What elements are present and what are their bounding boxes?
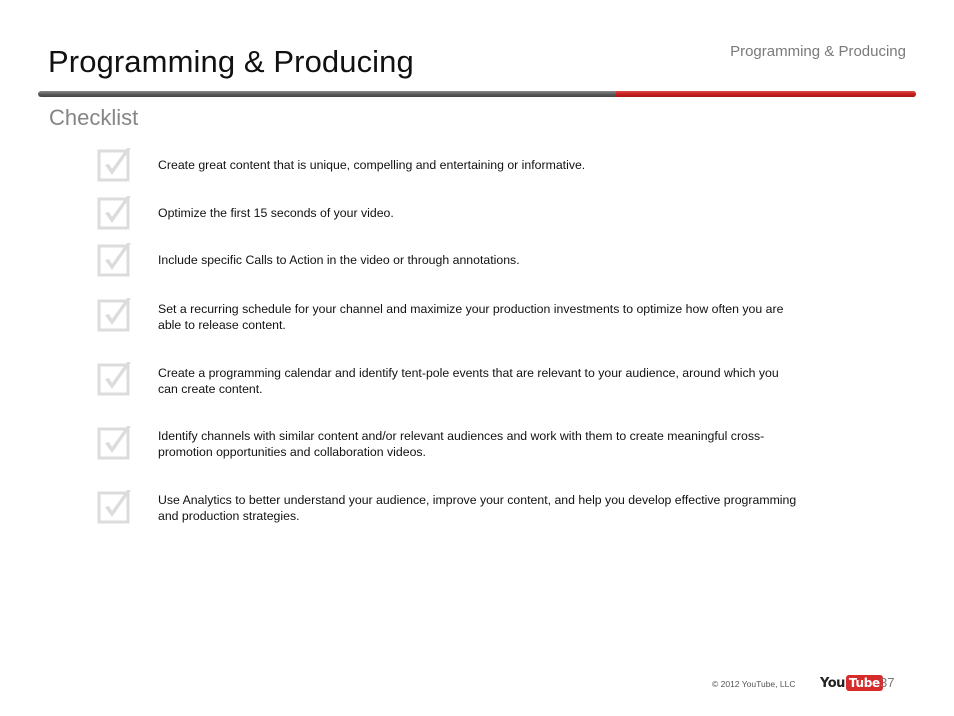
title-rule-red-segment	[616, 91, 916, 97]
checkbox-checked-icon	[96, 193, 134, 231]
checkbox-checked-icon	[96, 240, 134, 278]
checklist-item-text: Identify channels with similar content and/or relevant audiences and work with them to create meaningful cross-promotion opportunities and collaboration videos.	[158, 429, 765, 459]
youtube-logo-tube: Tube	[846, 675, 883, 691]
page-number: 37	[880, 675, 895, 690]
footer-copyright: © 2012 YouTube, LLC	[712, 679, 796, 689]
checklist-item-text: Include specific Calls to Action in the video or through annotations.	[158, 253, 520, 267]
title-rule	[38, 91, 916, 97]
checkbox-checked-icon	[96, 359, 134, 397]
checkbox-checked-icon	[96, 145, 134, 183]
checklist-item-text: Create a programming calendar and identify tent-pole events that are relevant to your audience, around which you can create content.	[158, 366, 779, 396]
subtitle: Checklist	[49, 105, 139, 130]
checklist-item-text: Use Analytics to better understand your audience, improve your content, and help you develop effective programming and production strategies.	[158, 493, 797, 523]
section-header: Programming & Producing	[730, 43, 906, 60]
checkbox-checked-icon	[96, 295, 134, 333]
checkbox-checked-icon	[96, 487, 134, 525]
checklist-item-text: Create great content that is unique, compelling and entertaining or informative.	[158, 158, 586, 172]
checklist-item-text: Set a recurring schedule for your channel and maximize your production investments to optimize how often you are able to release content.	[158, 302, 784, 332]
checklist-item-text: Optimize the first 15 seconds of your video.	[158, 206, 394, 220]
youtube-logo-you: You	[820, 675, 845, 691]
page-title: Programming & Producing	[48, 44, 414, 79]
youtube-logo	[820, 674, 883, 692]
checkbox-checked-icon	[96, 423, 134, 461]
